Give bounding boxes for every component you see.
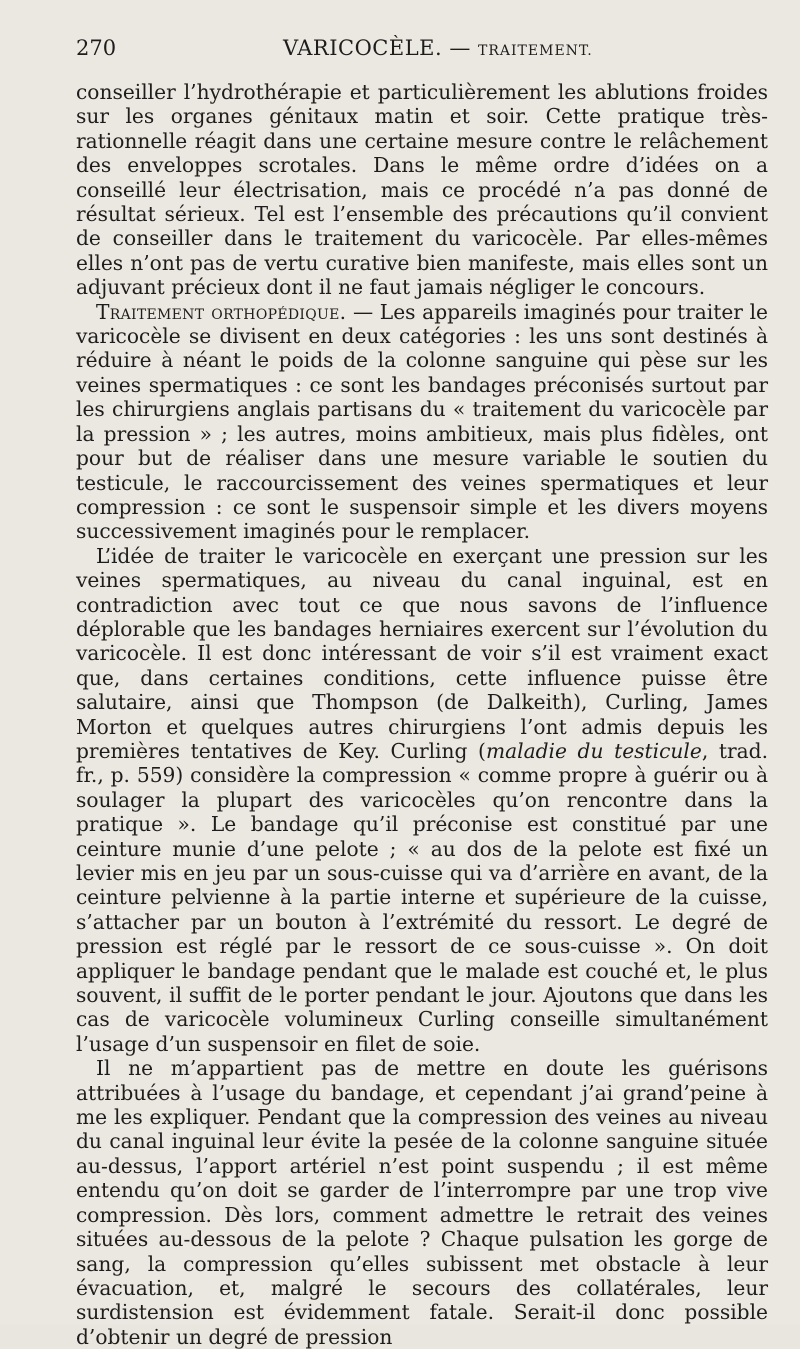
paragraph-4: Il ne m’appartient pas de mettre en doute les guérisons attribuées à l’usage du bandage, et cependant j’ai grand’peine à me les expliquer. Pendant que la compression des veines au niveau du canal inguinal leur évite la pesée de la colonne sanguine située au-dessus, l’apport artériel n’est point suspendu ; il est même entendu qu’on doit se garder de l’interrompre par une trop vive compression. Dès lors, comment admettre le retrait des veines situées au-dessous de la pelote ? Chaque pulsation les gorge de sang, la compression qu’elles subissent met obstacle à leur évacuation, et, malgré le secours des collatérales, leur surdistension est évidemment fatale. Serait-il donc possible d’obtenir un degré de pression [76, 1056, 768, 1349]
paragraph-3-part-a: L’idée de traiter le varicocèle en exerçant une pression sur les veines spermatiques, au niveau du canal inguinal, est en contradiction avec tout ce que nous savons de l’influence déplorable que les bandages herniaires exercent sur l’évolution du varicocèle. Il est donc intéressant de voir s’il est vraiment exact que, dans certaines conditions, cette influence puisse être salutaire, ainsi que Thompson (de Dalkeith), Curling, James Morton et quelques autres chirurgiens l’ont admis depuis les premières tentatives de Key. Curling ( [76, 543, 768, 763]
page-body [76, 80, 768, 1349]
running-title-main: VARICOCÈLE. [283, 36, 443, 60]
running-title [283, 36, 593, 60]
section-heading: Traitement orthopédique. [96, 299, 347, 324]
running-title-dash: — [449, 36, 471, 60]
paragraph-2 [76, 300, 768, 544]
paragraph-1: conseiller l’hydrothérapie et particulièrement les ablutions froides sur les organes génitaux matin et soir. Cette pratique très-rationnelle réagit dans une certaine mesure contre le relâchement des enveloppes scrotales. Dans le même ordre d’idées on a conseillé leur électrisation, mais ce procédé n’a pas donné de résultat sérieux. Tel est l’ensemble des précautions qu’il convient de conseiller dans le traitement du varicocèle. Par elles-mêmes elles n’ont pas de vertu curative bien manifeste, mais elles sont un adjuvant précieux dont il ne faut jamais négliger le concours. [76, 80, 768, 300]
page-header [76, 36, 752, 66]
paragraph-3-part-b: , trad. fr., p. 559) considère la compression « comme propre à guérir ou à soulager la plupart des varicocèles qu’on rencontre dans la pratique ». Le bandage qu’il préconise est constitué par une ceinture munie d’une pelote ; « au dos de la pelote est fixé un levier mis en jeu par un sous-cuisse qui va d’arrière en avant, de la ceinture pelvienne à la partie interne et supérieure de la cuisse, s’attacher par un bouton à l’extrémité du ressort. Le degré de pression est réglé par le ressort de ce sous-cuisse ». On doit appliquer le bandage pendant que le malade est couché et, le plus souvent, il suffit de le porter pendant le jour. Ajoutons que dans les cas de varicocèle volumineux Curling conseille simultanément l’usage d’un suspensoir en filet de soie. [76, 738, 768, 1056]
book-title-italic: maladie du testicule [485, 738, 702, 763]
running-title-section: TRAITEMENT. [478, 43, 593, 59]
paragraph-2-text: — Les appareils imaginés pour traiter le varicocèle se divisent en deux catégories : les uns sont destinés à réduire à néant le poids de la colonne sanguine qui pèse sur les veines spermatiques : ce sont les bandages préconisés surtout par les chirurgiens anglais partisans du « traitement du varicocèle par la pression » ; les autres, moins ambitieux, mais plus fidèles, ont pour but de réaliser dans une mesure variable le soutien du testicule, le raccourcissement des veines spermatiques et leur compression : ce sont le suspensoir simple et les divers moyens successivement imaginés pour le remplacer. [76, 299, 768, 544]
page-number: 270 [76, 36, 117, 60]
paragraph-3 [76, 544, 768, 1057]
